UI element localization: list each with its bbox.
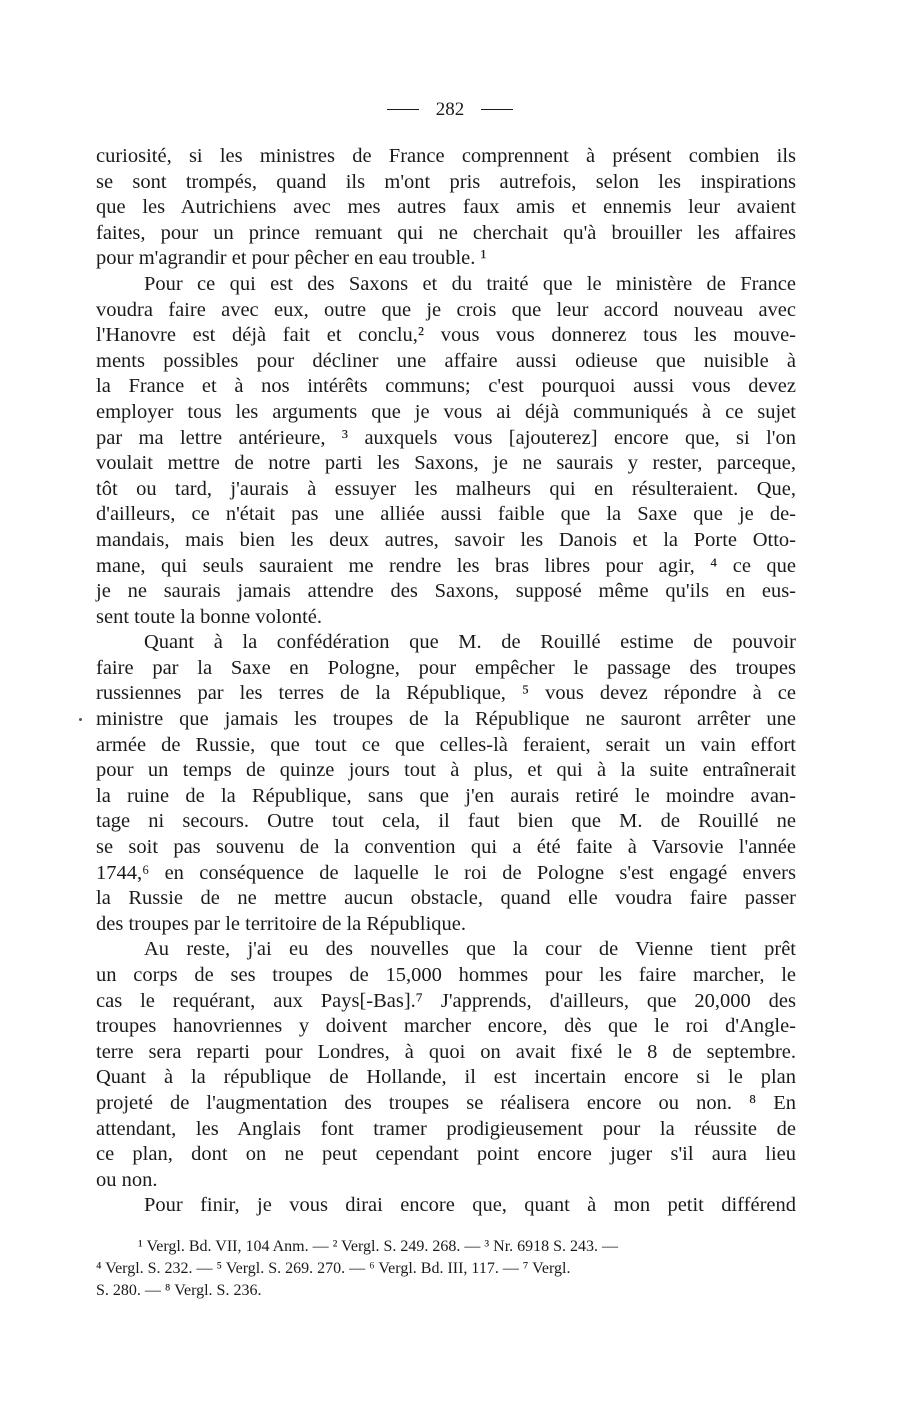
text-line: Pour ce qui est des Saxons et du traité que le ministère de France [144,272,796,295]
text-line: se sont trompés, quand ils m'ont pris autrefois, selon les inspirations [96,170,796,193]
text-line: la France et à nos intérêts communs; c'est pourquoi aussi vous devez [96,375,796,398]
text-line: la ruine de la République, sans que j'en aurais retiré le moindre avan- [96,784,796,807]
text-line: se soit pas souvenu de la convention qui a été faite à Varsovie l'année [96,836,796,859]
text-line: par ma lettre antérieure, ³ auxquels vous [ajouterez] encore que, si l'on [96,426,796,449]
text-line: d'ailleurs, ce n'était pas une alliée aussi faible que la Saxe que je de- [96,503,796,526]
header-rule-right [481,109,513,110]
text-line: ments possibles pour décliner une affaire aussi odieuse que nuisible à [96,349,796,372]
text-line: ou non. [96,1168,158,1191]
text-line: attendant, les Anglais font tramer prodigieusement pour la réussite de [96,1117,796,1140]
text-line: faites, pour un prince remuant qui ne cherchait qu'à brouiller les affaires [96,221,796,244]
text-line: que les Autrichiens avec mes autres faux amis et ennemis leur avaient [96,196,796,219]
text-line: je ne saurais jamais attendre des Saxons, supposé même qu'ils en eus- [96,580,796,603]
text-line: des troupes par le territoire de la République. [96,912,467,935]
text-line: voulait mettre de notre parti les Saxons, je ne saurais y rester, parceque, [96,452,796,475]
text-line: Au reste, j'ai eu des nouvelles que la cour de Vienne tient prêt [144,938,796,961]
text-line: Pour finir, je vous dirai encore que, quant à mon petit différend [144,1194,796,1217]
text-line: terre sera reparti pour Londres, à quoi on avait fixé le 8 de septembre. [96,1040,796,1063]
text-line: l'Hanovre est déjà fait et conclu,² vous vous donnerez tous les mouve- [96,324,796,347]
margin-mark [79,718,82,721]
paragraph [96,272,796,630]
text-line: mandais, mais bien les deux autres, savoir les Danois et la Porte Otto- [96,528,796,551]
text-line: pour m'agrandir et pour pêcher en eau trouble. ¹ [96,247,487,270]
text-line: troupes hanovriennes y doivent marcher encore, dès que le roi d'Angle- [96,1015,796,1038]
text-line: sent toute la bonne volonté. [96,605,323,628]
text-line: la Russie de ne mettre aucun obstacle, quand elle voudra faire passer [96,887,796,910]
text-line: tôt ou tard, j'aurais à essuyer les malheurs qui en résulteraient. Que, [96,477,796,500]
footnote-line: ⁴ Vergl. S. 232. — ⁵ Vergl. S. 269. 270. — ⁶ Vergl. Bd. III, 117. — ⁷ Vergl. [96,1260,571,1277]
page-header [0,96,900,123]
text-line: Quant à la république de Hollande, il est incertain encore si le plan [96,1066,796,1089]
footnote-line: S. 280. — ⁸ Vergl. S. 236. [96,1282,262,1299]
paragraph [96,1193,796,1219]
text-line: faire par la Saxe en Pologne, pour empêcher le passage des troupes [96,656,796,679]
page-number: 282 [435,98,465,120]
text-line: Quant à la confédération que M. de Rouillé estime de pouvoir [144,631,796,654]
text-line: ce plan, dont on ne peut cependant point encore juger s'il aura lieu [96,1143,796,1166]
text-line: voudra faire avec eux, outre que je crois que leur accord nouveau avec [96,298,796,321]
text-line: curiosité, si les ministres de France comprennent à présent combien ils [96,145,796,167]
text-line: armée de Russie, que tout ce que celles-là feraient, serait un vain effort [96,733,796,756]
text-line: pour un temps de quinze jours tout à plus, et qui à la suite entraînerait [96,759,796,782]
text-line: mane, qui seuls sauraient me rendre les bras libres pour agir, ⁴ ce que [96,554,796,577]
paragraph [96,144,796,272]
paragraph [96,630,796,937]
text-line: 1744,⁶ en conséquence de laquelle le roi de Pologne s'est engagé envers [96,861,796,884]
body-text [96,144,796,1219]
text-line: cas le requérant, aux Pays[-Bas].⁷ J'apprends, d'ailleurs, que 20,000 des [96,989,796,1012]
text-line: tage ni secours. Outre tout cela, il faut bien que M. de Rouillé ne [96,810,796,833]
text-line: russiennes par les terres de la République, ⁵ vous devez répondre à ce [96,682,796,705]
text-line: un corps de ses troupes de 15,000 hommes pour les faire marcher, le [96,964,796,986]
footnote-line: ¹ Vergl. Bd. VII, 104 Anm. — ² Vergl. S. 249. 268. — ³ Nr. 6918 S. 243. — [138,1238,619,1255]
text-line: employer tous les arguments que je vous ai déjà communiqués à ce sujet [96,400,796,423]
header-rule-left [387,109,419,110]
footnotes [96,1236,808,1302]
paragraph [96,937,796,1193]
text-line: ministre que jamais les troupes de la République ne sauront arrêter une [96,708,796,731]
text-line: projeté de l'augmentation des troupes se réalisera encore ou non. ⁸ En [96,1091,796,1114]
